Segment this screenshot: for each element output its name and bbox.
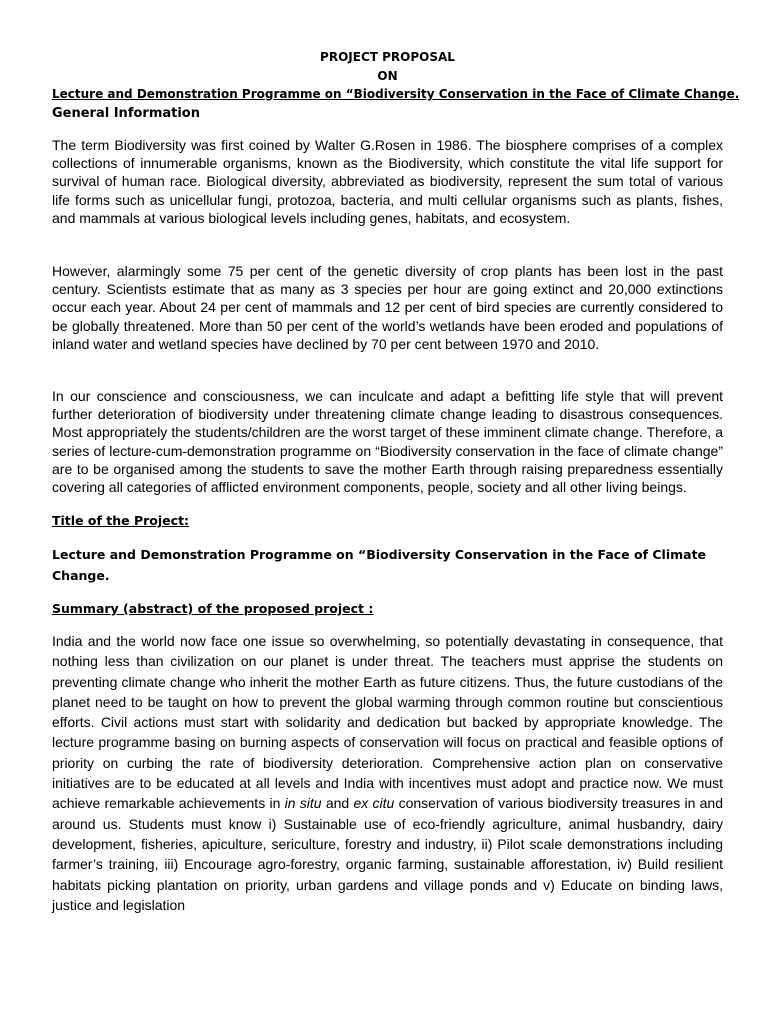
project-title-heading: Title of the Project: bbox=[52, 513, 190, 528]
summary-heading: Summary (abstract) of the proposed project : bbox=[52, 601, 374, 616]
general-paragraph-3: In our conscience and consciousness, we can inculcate and adapt a befitting life style that will prevent further deterioration of biodiversity under threatening climate change leading to disastrous consequences. Most appropriately the students/children are the worst target of these imminent climate change. Therefore, a series of lecture-cum-demonstration programme on “Biodiversity conservation in the face of climate change” are to be organised among the students to save the mother Earth through raising preparedness essentially covering all categories of afflicted environment components, people, society and all other living beings. bbox=[52, 388, 723, 496]
summary-text-part-1: India and the world now face one issue so overwhelming, so potentially devastating in consequence, that nothing less than civilization on our planet is under threat. The teachers must apprise the students on preventing climate change who inherit the mother Earth as future citizens. Thus, the future custodians of the planet need to be taught on how to prevent the global warming through common routine but conscientious efforts. Civil actions must start with solidarity and dedication but backed by appropriate knowledge. The lecture programme basing on burning aspects of conservation will focus on practical and feasible options of priority on curbing the rate of biodiversity deterioration. Comprehensive action plan on conservative initiatives are to be educated at all levels and India with incentives must adopt and practice now. We must achieve remarkable achievements in bbox=[52, 633, 723, 812]
summary-text-part-2: conservation of various biodiversity treasures in and around us. Students must know i) Sustainable use of eco-friendly agriculture, animal husbandry, dairy development, fisheries, apiculture, sericulture, forestry and industry, ii) Pilot scale demonstrations including farmer’s training, iii) Encourage agro-forestry, organic farming, sustainable afforestation, iv) Build resilient habitats picking plantation on priority, urban gardens and village ponds and v) Educate on binding laws, justice and legislation bbox=[52, 795, 723, 913]
ex-citu-term: ex citu bbox=[353, 795, 395, 812]
general-paragraph-2: However, alarmingly some 75 per cent of the genetic diversity of crop plants has been lost in the past century. Scientists estimate that as many as 3 species per hour are going extinct and 20,000 extinctions occur each year. About 24 per cent of mammals and 12 per cent of bird species are currently considered to be globally threatened. More than 50 per cent of the world’s wetlands have been eroded and populations of inland water and wetland species have declined by 70 per cent between 1970 and 2010. bbox=[52, 263, 723, 352]
document-subtitle: Lecture and Demonstration Programme on “Biodiversity Conservation in the Face of Climate Change. bbox=[52, 87, 740, 101]
project-title-text: Lecture and Demonstration Programme on “Biodiversity Conservation in the Face of Climate Change. bbox=[52, 547, 707, 583]
document-on-label: ON bbox=[377, 69, 398, 83]
in-situ-term: in situ bbox=[284, 795, 322, 812]
general-paragraph-1: The term Biodiversity was first coined by Walter G.Rosen in 1986. The biosphere comprises of a complex collections of innumerable organisms, known as the Biodiversity, which constitute the vital life support for survival of human race. Biological diversity, abbreviated as biodiversity, represent the sum total of various life forms such as unicellular fungi, protozoa, bacteria, and multi cellular organisms such as plants, fishes, and mammals at various biological levels including genes, habitats, and ecosystem. bbox=[52, 137, 723, 226]
general-information-heading: General Information bbox=[52, 106, 200, 121]
document-title: PROJECT PROPOSAL bbox=[320, 50, 455, 64]
summary-paragraph bbox=[52, 631, 723, 915]
summary-and: and bbox=[321, 795, 354, 812]
